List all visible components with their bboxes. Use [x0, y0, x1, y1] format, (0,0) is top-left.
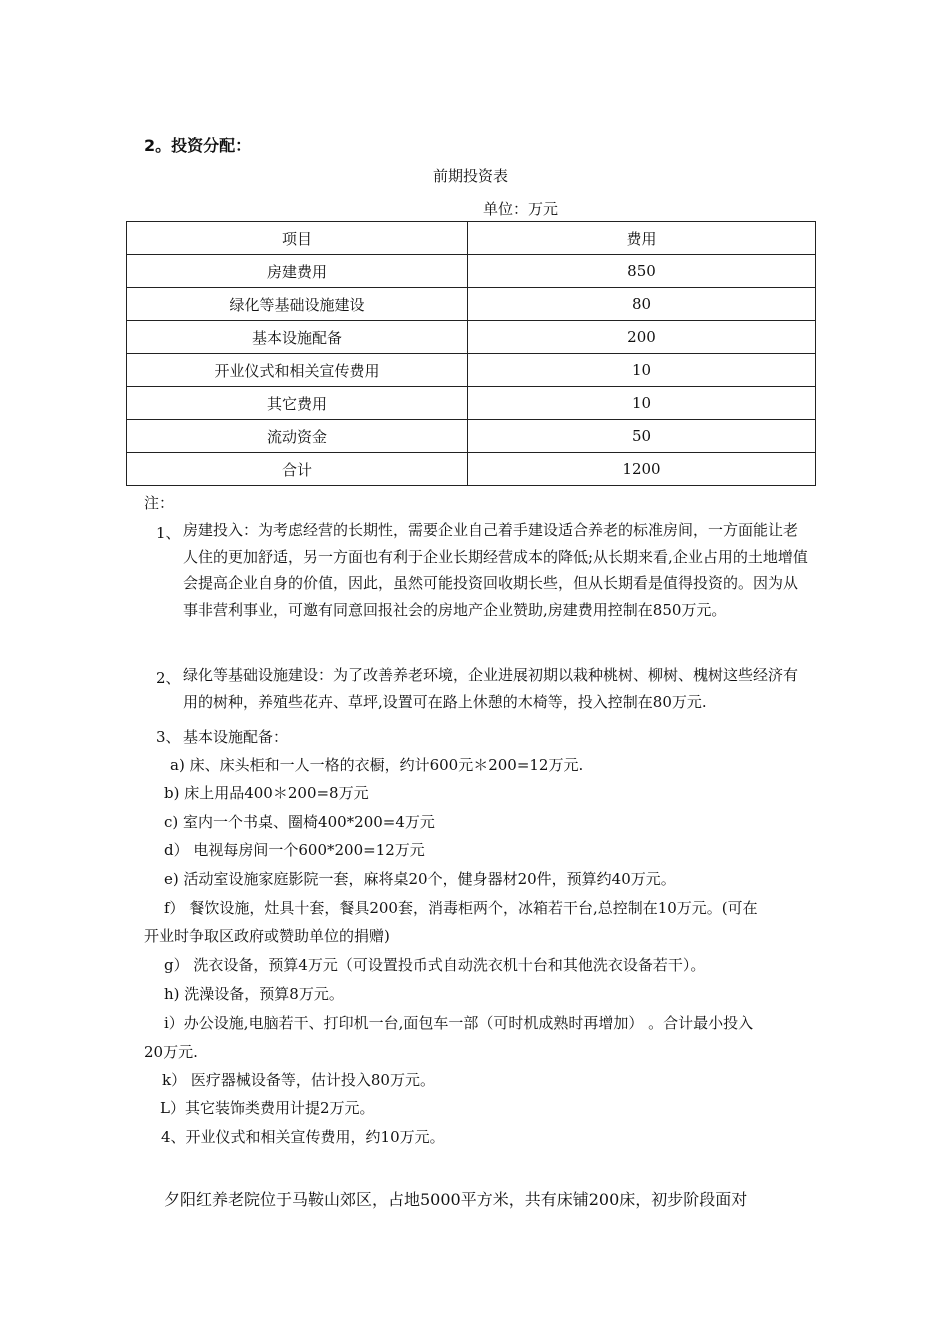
list-item: i）办公设施,电脑若干、打印机一台,面包车一部（可时机成熟时再增加） 。合计最小投入: [164, 1014, 754, 1032]
note-paragraph: 绿化等基础设施建设：为了改善养老环境，企业进展初期以栽种桃树、柳树、槐树这些经济有用的树种，养殖些花卉、草坪,设置可在路上休憩的木椅等，投入控制在80万元.: [183, 666, 799, 711]
table-row: [127, 387, 816, 420]
table-cell: 合计: [127, 453, 468, 486]
table-header-cell: 项目: [127, 222, 468, 255]
table-cell: 1200: [468, 453, 816, 486]
list-item: c) 室内一个书桌、圈椅400*200=4万元: [164, 813, 435, 831]
table-cell: 200: [468, 321, 816, 354]
note-number: 2、: [156, 669, 181, 687]
table-cell: 850: [468, 255, 816, 288]
section-heading: 2。投资分配：: [144, 136, 252, 155]
table-cell: 房建费用: [127, 255, 468, 288]
note-item: 4、开业仪式和相关宣传费用，约10万元。: [161, 1128, 445, 1146]
closing-paragraph: 夕阳红养老院位于马鞍山郊区，占地5000平方米，共有床铺200床，初步阶段面对: [164, 1190, 748, 1209]
list-item: e) 活动室设施家庭影院一套，麻将桌20个，健身器材20件，预算约40万元。: [164, 870, 676, 888]
table-cell: 开业仪式和相关宣传费用: [127, 354, 468, 387]
table-unit: 单位：万元: [483, 200, 559, 218]
table-row: [127, 288, 816, 321]
table-header-cell: 费用: [468, 222, 816, 255]
note-number: 3、: [156, 728, 181, 746]
table-cell: 10: [468, 354, 816, 387]
list-item: f） 餐饮设施，灶具十套，餐具200套，消毒柜两个，冰箱若干台,总控制在10万元。(可在: [164, 899, 758, 917]
table-header-row: [127, 222, 816, 255]
table-cell: 10: [468, 387, 816, 420]
table-row: [127, 321, 816, 354]
note-label: 注：: [144, 494, 175, 512]
list-item: a) 床、床头柜和一人一格的衣橱，约计600元＊200=12万元.: [170, 756, 584, 774]
note-number: 1、: [156, 524, 181, 542]
list-item-continuation: 开业时争取区政府或赞助单位的捐赠): [144, 927, 390, 945]
table-cell: 80: [468, 288, 816, 321]
table-cell: 绿化等基础设施建设: [127, 288, 468, 321]
list-item: g） 洗衣设备，预算4万元（可设置投币式自动洗衣机十台和其他洗衣设备若干）。: [164, 956, 706, 974]
investment-table: [126, 221, 816, 486]
list-item: k） 医疗器械设备等，估计投入80万元。: [162, 1071, 435, 1089]
list-item: b) 床上用品400＊200=8万元: [164, 784, 369, 802]
list-item-continuation: 20万元.: [144, 1043, 198, 1061]
table-row: [127, 255, 816, 288]
note-paragraph: 基本设施配备：: [183, 728, 289, 746]
table-cell: 流动资金: [127, 420, 468, 453]
table-cell: 50: [468, 420, 816, 453]
note-paragraph: 房建投入：为考虑经营的长期性，需要企业自己着手建设适合养老的标准房间，一方面能让老人住的更加舒适，另一方面也有利于企业长期经营成本的降低;从长期来看,企业占用的土地增值会提高企业自身的价值，因此，虽然可能投资回收期长些，但从长期看是值得投资的。因为从事非营利事业，可邀有同意回报社会的房地产企业赞助,房建费用控制在850万元。: [183, 521, 808, 620]
list-item: L）其它装饰类费用计提2万元。: [160, 1099, 375, 1117]
table-total-row: [127, 453, 816, 486]
table-row: [127, 420, 816, 453]
list-item: h) 洗澡设备，预算8万元。: [164, 985, 344, 1003]
table-row: [127, 354, 816, 387]
table-caption: 前期投资表: [433, 167, 509, 185]
list-item: d） 电视每房间一个600*200=12万元: [164, 841, 425, 859]
table-cell: 其它费用: [127, 387, 468, 420]
table-cell: 基本设施配备: [127, 321, 468, 354]
